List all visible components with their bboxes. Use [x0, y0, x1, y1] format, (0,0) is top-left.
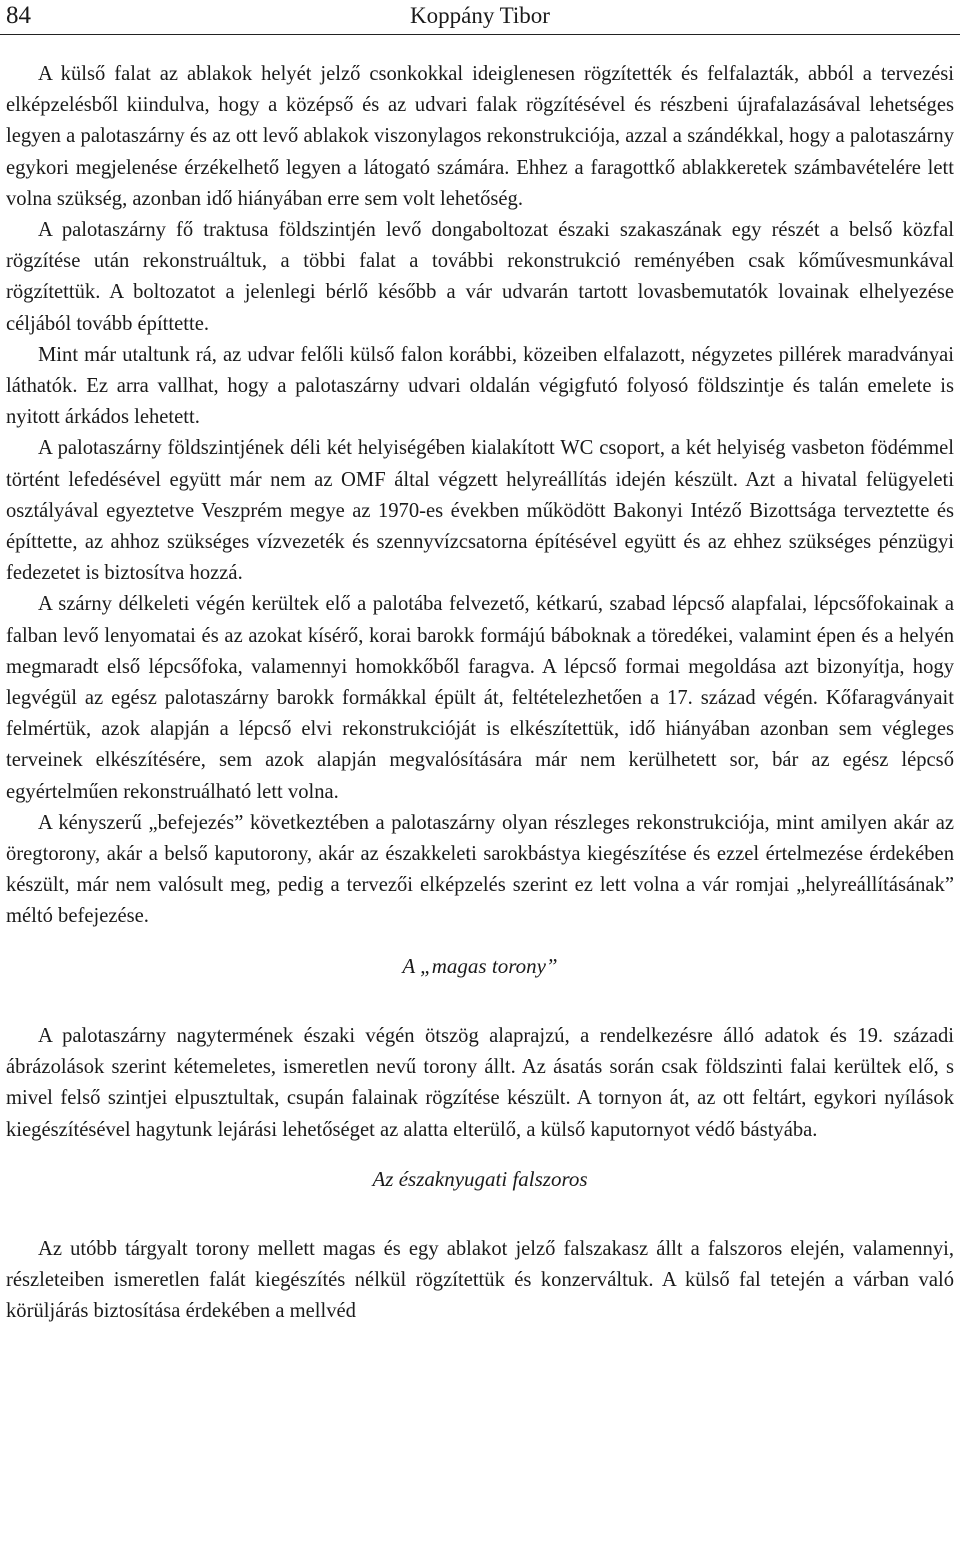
- paragraph: Az utóbb tárgyalt torony mellett magas és egy ablakot jelző falszakasz állt a falszoros elején, valamennyi, részleteiben ismeretlen falát kiegészítés nélkül rögzítettük és konzerváltuk. A külső fal tetején a várban való körüljárás biztosítása érdekében a mellvéd: [6, 1237, 954, 1323]
- body-text: [6, 59, 954, 1328]
- paragraph: A palotaszárny nagytermének északi végén ötszög alaprajzú, a rendelkezésre álló adatok és 19. századi ábrázolások szerint kétemeletes, ismeretlen nevű torony állt. Az ásatás során csak földszinti falai kerültek elő, s mivel felső szintjei elpusztultak, csupán falainak rögzítése készült. A tornyon át, az ott feltárt, egykori nyílások kiegészítésével hagytunk lejárási lehetőséget az alatta elterülő, a külső kaputornyot védő bástyába.: [6, 1024, 954, 1141]
- running-title: Koppány Tibor: [410, 3, 550, 28]
- paragraph: A palotaszárny fő traktusa földszintjén levő dongaboltozat északi szakaszának egy részét a belső közfal rögzítése után rekonstruáltuk, a többi falat a további rekonstrukció reményében csak kőművesmunkával rögzítettük. A boltozatot a jelenlegi bérlő később a vár udvarán tartott lovasbemutatók lovainak elhelyezése céljából tovább építtette.: [6, 219, 954, 335]
- paragraph: Mint már utaltunk rá, az udvar felőli külső falon korábbi, közeiben elfalazott, négyzetes pillérek maradványai láthatók. Ez arra vallhat, hogy a palotaszárny udvari oldalán végigfutó folyosó földszintje és talán emelete is nyitott árkádos lehetett.: [6, 343, 954, 429]
- section-heading: Az északnyugati falszoros: [372, 1166, 588, 1191]
- paragraph: A szárny délkeleti végén kerültek elő a palotába felvezető, kétkarú, szabad lépcső alapfalai, lépcsőfokainak a falban levő lenyomatai és az azokat kísérő, korai barokk formájú báboknak a töredékei, valamint épen és a helyén megmaradt első lépcsőfoka, valamennyi homokkőből faragva. A lépcső formai megoldása azt bizonyítja, hogy legvégül az egész palotaszárny barokk formákkal épült át, feltételezhetően a 17. század végén. Kőfaragványait felmértük, azok alapján a lépcső elvi rekonstrukcióját is elkészítettük, idő hiányában azonban sem végleges terveinek elkészítésére, sem azok alapján megvalósítására már nem kerülhetett sor, bár az egész lépcső egyértelműen rekonstruálható lett volna.: [6, 593, 954, 803]
- paragraph: A palotaszárny földszintjének déli két helyiségében kialakított WC csoport, a két helyiség vasbeton födémmel történt lefedésével együtt már nem az OMF által végzett helyreállítás idején készült. Azt a hivatal felügyeleti osztályával egyeztetve Veszprém megye az 1970-es években működött Bakonyi Intéző Bizottsága terveztette és építtette, az ahhoz szükséges vízvezeték és szennyvízcsatorna építésével együtt és az ehhez szükséges pénzügyi fedezetet is biztosítva hozzá.: [6, 437, 954, 585]
- section-heading: A „magas torony”: [402, 953, 558, 978]
- paragraph: A kényszerű „befejezés” következtében a palotaszárny olyan részleges rekonstrukciója, mint amilyen akár az öregtorony, akár a belső kaputorony, akár az északkeleti sarokbástya kiegészítése és ezzel értelmezése érdekében készült, már nem valósult meg, pedig a tervezői elképzelés szerint ez lett volna a vár romjai „helyreállításának” méltó befejezése.: [6, 811, 954, 928]
- page-number: 84: [6, 2, 31, 29]
- running-header: [0, 0, 960, 35]
- paragraph: A külső falat az ablakok helyét jelző csonkokkal ideiglenesen rögzítették és felfalazták, abból a tervezési elképzelésből kiindulva, hogy a középső és az udvari falak rögzítésével és részbeni újrafalazásával lehetséges legyen a palotaszárny és az ott levő ablakok viszonylagos rekonstrukciója, azzal a szándékkal, hogy a palotaszárny egykori megjelenése érzékelhető legyen a látogató számára. Ehhez a faragottkő ablakkeretek számbavételére lett volna szükség, azonban idő hiányában erre sem volt lehetőség.: [6, 63, 954, 210]
